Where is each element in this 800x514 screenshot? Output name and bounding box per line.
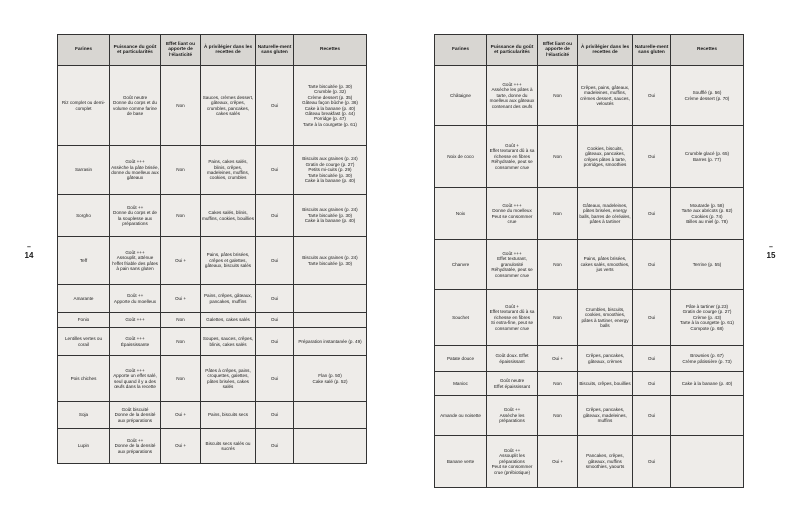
table-row [435,66,744,126]
header-farines: Farines [435,35,487,66]
taste-cell: Goût biscuité Donne de la densité aux préparations [110,402,161,429]
recommended-uses-cell: Cookies, biscuits, gâteaux, pancakes, crêpes pâtes à tarte, porridges, smoothies [578,126,633,188]
gluten-free-cell: Oui [256,146,294,195]
table-row [435,372,744,396]
page-number-right: – 15 [766,244,776,260]
binding-effect-cell: Non [538,188,578,240]
header-sans-gluten: Naturelle-ment sans gluten [633,35,671,66]
taste-cell: Goût +++ Assèche les pâtes à tarte, donne du moelleux aux gâteaux contenant des œufs [487,66,538,126]
flour-name-cell: Amarante [58,285,110,313]
recommended-uses-cell: Gâteaux, madeleines, pâtes brisées, energy balls, barres de céréales, pâtes à tartiner [578,188,633,240]
flour-name-cell: Patate douce [435,346,487,372]
gluten-free-cell: Oui [256,402,294,429]
binding-effect-cell: Oui + [161,285,201,313]
recommended-uses-cell: Pâtes à crêpes, pains, croquettes, galettes, pâtes brisées, cakes salés [201,356,256,402]
flour-name-cell: Manioc [435,372,487,396]
gluten-free-cell: Oui [256,328,294,356]
table-row [435,126,744,188]
binding-effect-cell: Oui + [161,402,201,429]
recipes-cell: Pâte à tartiner (p.23) Gratin de courge (p. 27) Crème (p. 43) Tarte à la courgette (p. 61) Compote (p. 68) [671,290,744,346]
flour-name-cell: Souchet [435,290,487,346]
recipes-cell: Biscuits aux graines (p. 24) Tarte biscuitée (p. 30) [294,237,367,285]
recommended-uses-cell: Pains, pâtes brisées, crêpes et galettes, gâteaux, biscuits salés [201,237,256,285]
flour-name-cell: Chanvre [435,240,487,290]
flour-name-cell: Châtaigne [435,66,487,126]
recipes-cell [294,402,367,429]
flour-table-left [57,34,367,464]
taste-cell: Goût ++ Donne de la densité aux préparations [110,429,161,464]
recommended-uses-cell: Crêpes, pancakes, gâteaux, madeleines, muffins [578,396,633,436]
flour-name-cell: Teff [58,237,110,285]
binding-effect-cell: Oui + [538,346,578,372]
gluten-free-cell: Oui [256,66,294,146]
table-row [58,328,367,356]
table-row [58,285,367,313]
binding-effect-cell: Oui + [538,436,578,488]
gluten-free-cell: Oui [633,66,671,126]
table-row [58,66,367,146]
flour-name-cell: Lentilles vertes ou corail [58,328,110,356]
binding-effect-cell: Non [161,195,201,237]
recommended-uses-cell: Galettes, cakes salés [201,313,256,328]
flour-name-cell: Banane verte [435,436,487,488]
recipes-cell: Cake à la banane (p. 40) [671,372,744,396]
header-privilegier: À privilégier dans les recettes de [578,35,633,66]
taste-cell: Goût +++ Effet texturant, granulosité Réhydratée, peut se consommer crue [487,240,538,290]
gluten-free-cell: Oui [633,436,671,488]
header-farines: Farines [58,35,110,66]
taste-cell: Goût doux. Effet épaississant [487,346,538,372]
recipes-cell [294,285,367,313]
recipes-cell [294,313,367,328]
recipes-cell: Biscuits aux graines (p. 24) Gratin de courge (p. 27) Petits mi-cuits (p. 29) Tarte biscuitée (p. 30) Cake à la banane (p. 40) [294,146,367,195]
table-row [435,396,744,436]
table-row [58,313,367,328]
table-header-row [435,35,744,66]
flour-name-cell: Soja [58,402,110,429]
recipes-cell: Terrine (p. 55) [671,240,744,290]
taste-cell: Goût +++ Apporte un effet salé, seul quand il y a des œufs dans la recette [110,356,161,402]
gluten-free-cell: Oui [633,240,671,290]
page-number-left: – 14 [24,244,34,260]
taste-cell: Goût +++ Donne du moelleux Peut se consommer crue [487,188,538,240]
table-row [58,195,367,237]
table-row [435,240,744,290]
recommended-uses-cell: Sauces, crèmes dessert, gâteaux, crêpes, crumbles, pancakes, cakes salés [201,66,256,146]
recipes-cell: Biscuits aux graines (p. 24) Tarte biscuitée (p. 30) Cake à la banane (p. 40) [294,195,367,237]
recipes-cell: Brownies (p. 67) Crème pâtissière (p. 73) [671,346,744,372]
table-row [435,346,744,372]
gluten-free-cell: Oui [633,346,671,372]
header-sans-gluten: Naturelle-ment sans gluten [256,35,294,66]
table-row [58,237,367,285]
gluten-free-cell: Oui [256,237,294,285]
taste-cell: Goût +++ Épaississante [110,328,161,356]
recommended-uses-cell: Crumbles, biscuits, cookies, smoothies, pâtes à tartiner, energy balls [578,290,633,346]
gluten-free-cell: Oui [633,126,671,188]
flour-name-cell: Riz complet ou demi-complet [58,66,110,146]
gluten-free-cell: Oui [633,372,671,396]
recommended-uses-cell: Crêpes, pains, gâteaux, madeleines, muffins, crèmes dessert, sauces, veloutés [578,66,633,126]
flour-name-cell: Sorgho [58,195,110,237]
flour-name-cell: Amande ou noisette [435,396,487,436]
taste-cell: Goût ++ Donne du corps et de la souplesse aux préparations [110,195,161,237]
taste-cell: Goût +++ [110,313,161,328]
gluten-free-cell: Oui [633,290,671,346]
recipes-cell [671,436,744,488]
binding-effect-cell: Non [161,146,201,195]
gluten-free-cell: Oui [256,313,294,328]
recommended-uses-cell: Biscuits, crêpes, bouillies [578,372,633,396]
table-row [58,146,367,195]
recommended-uses-cell: Pains, pâtes brisées, cakes salés, smoothies, jus verts [578,240,633,290]
taste-cell: Goût ++ Assèche les préparations [487,396,538,436]
binding-effect-cell: Oui + [161,429,201,464]
taste-cell: Goût neutre Donne du corps et du volume comme farine de base [110,66,161,146]
binding-effect-cell: Non [538,396,578,436]
recipes-cell: Flan (p. 50) Cake salé (p. 52) [294,356,367,402]
header-puissance: Puissance du goût et particularités [487,35,538,66]
binding-effect-cell: Non [161,66,201,146]
binding-effect-cell: Non [161,356,201,402]
flour-name-cell: Noix de coco [435,126,487,188]
header-effet: Effet liant ou apporte de l’élasticité [538,35,578,66]
binding-effect-cell: Non [161,313,201,328]
table-row [435,188,744,240]
binding-effect-cell: Non [161,328,201,356]
recommended-uses-cell: Cakes salés, blinis, muffins, cookies, bouillies [201,195,256,237]
flour-table-right [434,34,744,488]
header-privilegier: À privilégier dans les recettes de [201,35,256,66]
flour-name-cell: Noix [435,188,487,240]
recommended-uses-cell: Pains, crêpes, gâteaux, pancakes, muffins [201,285,256,313]
recipes-cell: Crumble glacé (p. 65) Barres (p. 77) [671,126,744,188]
table-header-row [58,35,367,66]
table-row [58,402,367,429]
gluten-free-cell: Oui [633,188,671,240]
table-row [435,290,744,346]
taste-cell: Goût ++ Assouplit les préparations Peut se consommer crue (prébiotique) [487,436,538,488]
taste-cell: Goût ++ Apporte du moelleux [110,285,161,313]
gluten-free-cell: Oui [256,429,294,464]
gluten-free-cell: Oui [633,396,671,436]
header-recettes: Recettes [294,35,367,66]
table-row [435,436,744,488]
taste-cell: Goût + Effet texturant dû à sa richesse en fibres Si extra-fine, peut se consommer crue [487,290,538,346]
binding-effect-cell: Non [538,240,578,290]
recipes-cell [294,429,367,464]
recipes-cell: Tarte biscuitée (p. 30) Crumble (p. 32) Crème dessert (p. 35) Gâteau façon bûche (p. 36) Cake à la banane (p. 40) Gâteau breakfast (p. 44) Porridge (p. 47) Tarte à la courgette (p. 61) [294,66,367,146]
binding-effect-cell: Oui + [161,237,201,285]
gluten-free-cell: Oui [256,195,294,237]
binding-effect-cell: Non [538,290,578,346]
gluten-free-cell: Oui [256,356,294,402]
binding-effect-cell: Non [538,66,578,126]
taste-cell: Goût + Effet texturant dû à sa richesse en fibres Réhydratée, peut se consommer crue [487,126,538,188]
header-puissance: Puissance du goût et particularités [110,35,161,66]
taste-cell: Goût +++ Assouplit, atténue l’effet friable des pâtes à pain sans gluten [110,237,161,285]
flour-name-cell: Sarrasin [58,146,110,195]
table-row [58,429,367,464]
recipes-cell [671,396,744,436]
flour-name-cell: Fonio [58,313,110,328]
table-row [58,356,367,402]
recommended-uses-cell: Pains, biscuits secs [201,402,256,429]
recipes-cell: Préparation instantanée (p. 49) [294,328,367,356]
taste-cell: Goût +++ Assèche la pâte brisée, donne du moelleux aux gâteaux [110,146,161,195]
recommended-uses-cell: Crêpes, pancakes, gâteaux, crèmes [578,346,633,372]
taste-cell: Goût neutre Effet épaississant [487,372,538,396]
binding-effect-cell: Non [538,126,578,188]
flour-name-cell: Pois chiches [58,356,110,402]
flour-name-cell: Lupin [58,429,110,464]
recipes-cell: Soufflé (p. 56) Crème dessert (p. 70) [671,66,744,126]
recommended-uses-cell: Pains, cakes salés, blinis, crêpes, madeleines, muffins, cookies, crumbles [201,146,256,195]
recipes-cell: Moutarde (p. 58) Tarte aux abricots (p. 62) Cookies (p. 74) Billes au miel (p. 78) [671,188,744,240]
binding-effect-cell: Non [538,372,578,396]
recommended-uses-cell: Pancakes, crêpes, gâteaux, muffins smoothies, yaourts [578,436,633,488]
recommended-uses-cell: Soupes, sauces, crêpes, blinis, cakes salés [201,328,256,356]
header-recettes: Recettes [671,35,744,66]
header-effet: Effet liant ou apporte de l’élasticité [161,35,201,66]
recommended-uses-cell: Biscuits secs salés ou sucrés [201,429,256,464]
gluten-free-cell: Oui [256,285,294,313]
